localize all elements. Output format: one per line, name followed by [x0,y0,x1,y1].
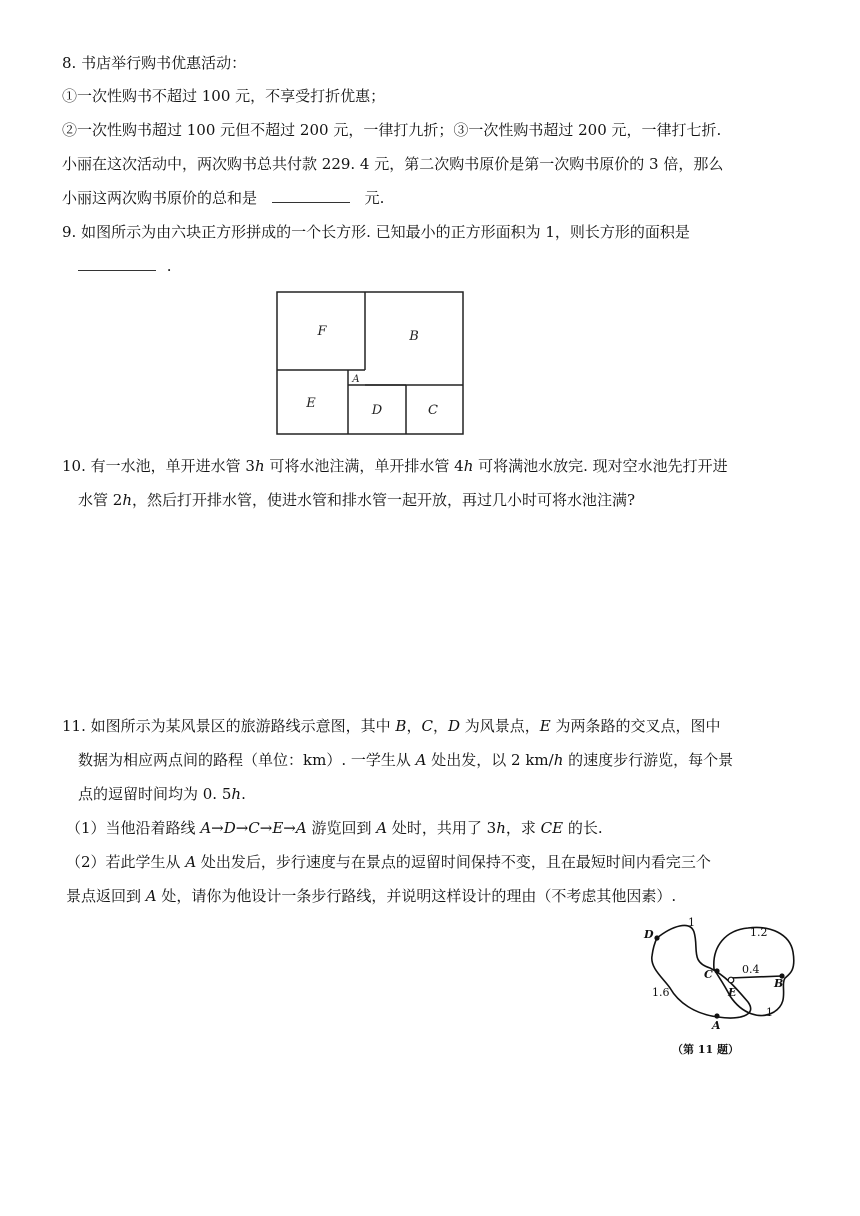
q11-comma-2: ， [432,717,448,735]
q11-p1-text-3: 处时，共用了 3 [387,819,497,837]
q11-part-2-cont [66,886,676,906]
q10-line-1 [62,456,728,476]
q8-line-5-unit: 元. [364,189,385,207]
q11-var-D: D [447,717,460,735]
q8-line-2: ①一次性购书不超过 100 元，不享受打折优惠； [62,87,386,105]
q11-period: . [241,785,246,803]
q11-text-7: 点的逗留时间均为 0. 5 [78,785,232,803]
q11-p3-text-2: 处，请你为他设计一条步行路线，并说明这样设计的理由（不考虑其他因素）. [156,887,677,905]
distance-cb: 1.2 [750,926,768,939]
q10-unit-h-1: h [254,457,265,475]
label-F: F [317,324,327,339]
label-D: D [371,403,383,418]
q9-line-2-end: . [166,257,172,275]
q9-square-figure [276,291,466,437]
q11-unit-h-3: h [496,819,506,837]
point-D [654,935,659,940]
q11-p1-text-5: 的长. [563,819,603,837]
q8-line-4: 小丽在这次活动中，两次购书总共付款 229. 4 元，第二次购书原价是第一次购书原价的 3 倍，那么 [62,155,724,173]
point-C [714,968,719,973]
q11-var-A-2: A [376,819,388,837]
q11-p2-text-1: （2）若此学生从 [66,853,186,871]
label-C: C [428,403,438,418]
point-A [714,1013,719,1018]
map-label-D: D [644,928,654,941]
q11-unit-h-1: h [553,751,564,769]
q11-p3-text-1: 景点返回到 [66,887,146,905]
q10-unit-h-3: h [122,491,132,509]
q11-var-A-3: A [185,853,197,871]
q11-p1-text-4: ，求 [505,819,541,837]
q11-text-1: 11. 如图所示为某风景区的旅游路线示意图，其中 [62,717,396,735]
map-label-C: C [704,968,713,981]
map-caption: （第 11 题） [672,1043,739,1056]
q10-text-1: 10. 有一水池，单开进水管 3 [62,457,255,475]
q11-p2-text-2: 处出发后，步行速度与在景点的逗留时间保持不变，且在最短时间内看完三个 [196,853,711,871]
q11-p1-text-2: 游览回到 [306,819,377,837]
q11-part-2 [66,852,711,872]
q11-var-C: C [421,717,433,735]
q9-answer-blank [78,256,156,271]
q9-line-1: 9. 如图所示为由六块正方形拼成的一个长方形. 已知最小的正方形面积为 1，则长方形的面积是 [62,223,690,241]
label-E: E [306,396,316,411]
q11-text-3: 为两条路的交叉点，图中 [550,717,721,735]
q9-line-2 [78,256,172,276]
q11-var-A-4: A [145,887,157,905]
q11-text-2: 为风景点， [459,717,540,735]
q11-var-CE: CE [540,819,564,837]
map-label-A: A [712,1019,721,1032]
q11-var-B: B [395,717,407,735]
q10-text-3: 可将满池水放完. 现对空水池先打开进 [473,457,728,475]
q11-p1-text-1: （1）当他沿着路线 [66,819,201,837]
q8-line-5-text: 小丽这两次购书原价的总和是 [62,189,258,207]
q11-text-6: 的速度步行游览，每个景 [563,751,734,769]
label-A: A [352,374,360,385]
q11-text-4: 数据为相应两点间的路程（单位：km）. 一学生从 [78,751,416,769]
label-B: B [409,329,419,344]
q8-answer-blank [272,188,350,203]
q10-unit-h-2: h [463,457,474,475]
map-label-B: B [774,977,784,990]
distance-ad: 1.6 [652,986,670,999]
q11-var-A-1: A [415,751,427,769]
q11-unit-h-2: h [231,785,242,803]
distance-ba: 1 [766,1006,773,1019]
q11-route-map [630,912,820,1062]
q11-line-1 [62,716,721,736]
distance-eb: 0.4 [742,963,760,976]
q11-text-5: 处出发，以 2 km/ [426,751,554,769]
q10-text-2: 可将水池注满，单开排水管 4 [264,457,464,475]
q10-text-4: 水管 2 [78,491,123,509]
q11-comma-1: ， [406,717,422,735]
q10-line-2 [78,490,635,510]
distance-dc: 1 [688,916,695,929]
point-E [728,977,734,983]
q11-var-E: E [539,717,551,735]
q10-text-5: ，然后打开排水管，使进水管和排水管一起开放，再过几小时可将水池注满? [131,491,636,509]
q11-route: A→D→C→E→A [200,819,307,837]
q11-line-2 [78,750,733,770]
q11-part-1 [66,818,603,838]
q11-line-3 [78,784,246,804]
q8-line-5 [62,188,384,208]
q8-line-3: ②一次性购书超过 100 元但不超过 200 元，一律打九折；③一次性购书超过 200 元，一律打七折. [62,121,722,139]
q8-line-1: 8. 书店举行购书优惠活动： [62,54,247,72]
map-label-E: E [728,986,737,999]
